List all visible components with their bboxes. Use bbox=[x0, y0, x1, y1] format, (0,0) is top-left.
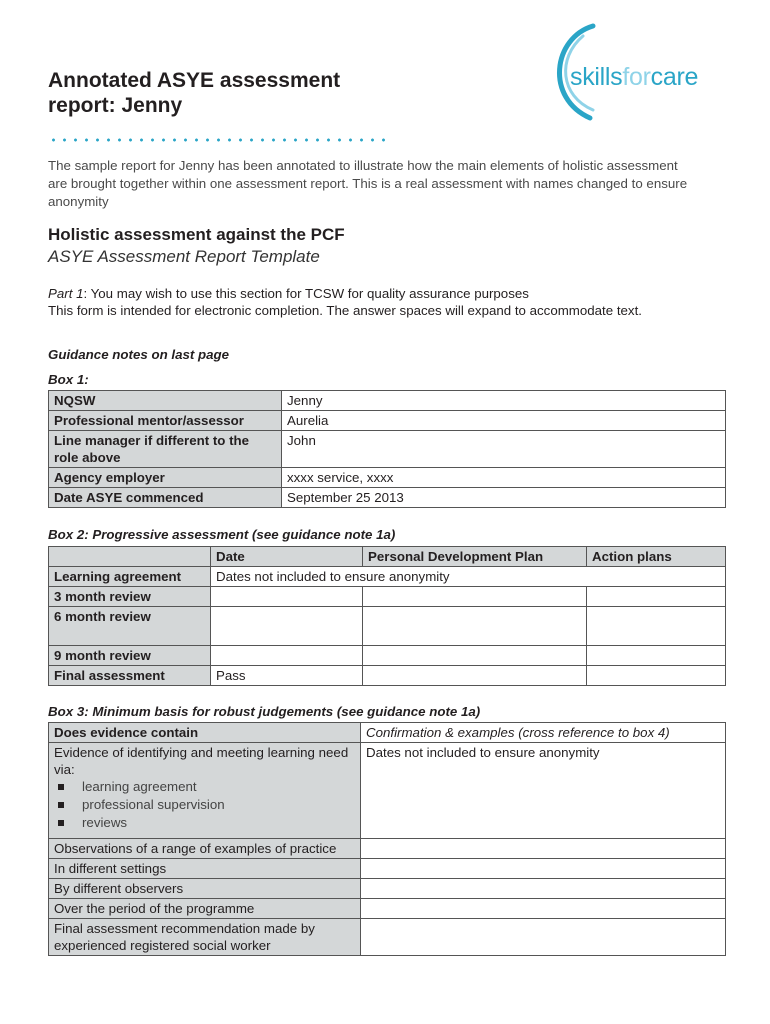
table-row: Final assessment recommendation made by experienced registered social worker bbox=[49, 919, 726, 956]
box1-table bbox=[48, 390, 726, 508]
intro-paragraph: The sample report for Jenny has been annotated to illustrate how the main elements of holistic assessment are brought together within one assessment report. This is a real assessment with names changed to ensure anonymity bbox=[48, 158, 688, 209]
table-row: Over the period of the programme bbox=[49, 899, 726, 919]
table-row: By different observers bbox=[49, 879, 726, 899]
part1-note: Part 1: You may wish to use this section for TCSW for quality assurance purposes This form is intended for electronic completion. The answer spaces will expand to accommodate text. bbox=[48, 286, 642, 318]
table-row: Date ASYE commenced September 25 2013 bbox=[49, 488, 726, 508]
table-row: Evidence of identifying and meeting learning need via: learning agreement professional supervision reviews Dates not included to ensure anonymity bbox=[49, 743, 726, 839]
box2-label: Box 2: Progressive assessment (see guidance note 1a) bbox=[48, 527, 396, 542]
box2-table bbox=[48, 546, 726, 686]
table-header-row: Date Personal Development Plan Action plans bbox=[49, 547, 726, 567]
table-row: Final assessment Pass bbox=[49, 666, 726, 686]
logo-wordmark: skillsforcare bbox=[570, 63, 699, 91]
table-row: 3 month review bbox=[49, 587, 726, 607]
table-row: Professional mentor/assessor Aurelia bbox=[49, 411, 726, 431]
table-header-row: Does evidence contain Confirmation & examples (cross reference to box 4) bbox=[49, 723, 726, 743]
table-row: In different settings bbox=[49, 859, 726, 879]
box3-table bbox=[48, 722, 726, 956]
dotted-divider bbox=[48, 138, 388, 142]
box1-label: Box 1: bbox=[48, 372, 89, 387]
table-row: 6 month review bbox=[49, 607, 726, 646]
table-row: 9 month review bbox=[49, 646, 726, 666]
table-row: NQSW Jenny bbox=[49, 391, 726, 411]
skills-for-care-logo bbox=[545, 18, 745, 138]
table-row: Observations of a range of examples of practice bbox=[49, 839, 726, 859]
guidance-note: Guidance notes on last page bbox=[48, 347, 230, 362]
table-row: Agency employer xxxx service, xxxx bbox=[49, 468, 726, 488]
page-title: Annotated ASYE assessment report: Jenny bbox=[48, 69, 341, 117]
section-subheading: ASYE Assessment Report Template bbox=[48, 247, 320, 266]
box3-label: Box 3: Minimum basis for robust judgements (see guidance note 1a) bbox=[48, 704, 481, 719]
section-heading: Holistic assessment against the PCF bbox=[48, 225, 345, 244]
table-row: Line manager if different to the role above John bbox=[49, 431, 726, 468]
table-row: Learning agreement Dates not included to ensure anonymity bbox=[49, 567, 726, 587]
